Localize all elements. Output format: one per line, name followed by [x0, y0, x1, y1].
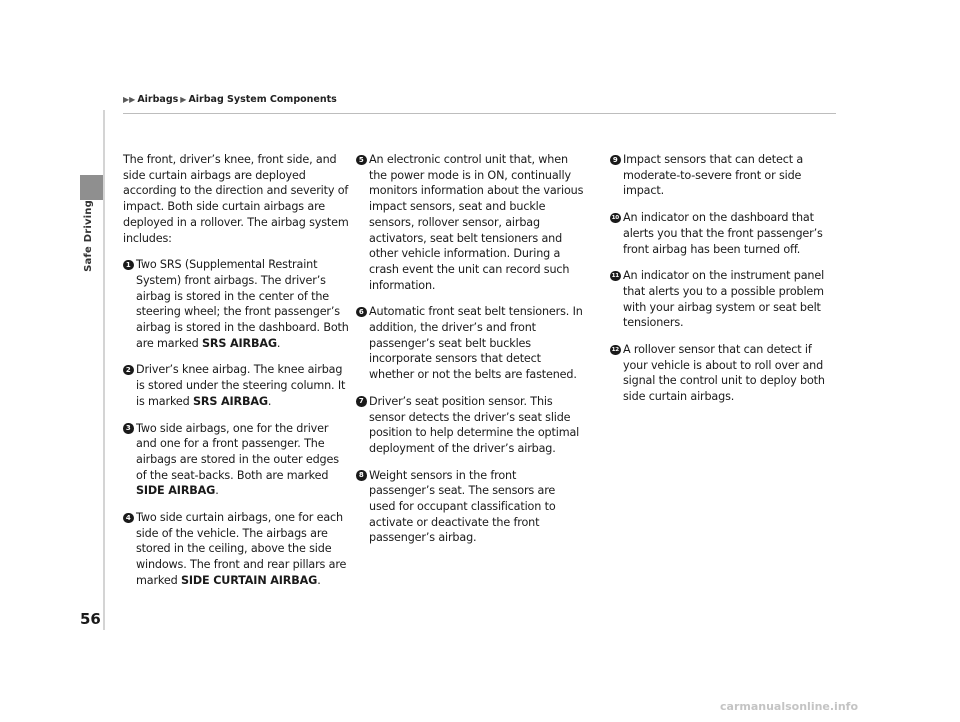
list-item-text: Weight sensors in the front passenger’s seat. The sensors are used for occupant classification to activate or deactivate the front passenger’s airbag.: [369, 468, 556, 545]
number-6-icon: 6: [356, 307, 367, 318]
watermark: carmanualsonline.info: [720, 700, 858, 713]
list-item-text: A rollover sensor that can detect if your vehicle is about to roll over and signal the control unit to deploy both side curtain airbags.: [623, 343, 825, 404]
number-1-icon: 1: [123, 260, 134, 271]
list-item-text: Driver’s seat position sensor. This sensor detects the driver’s seat slide position to help determine the optimal deployment of the driver’s airbag.: [369, 394, 580, 455]
breadcrumb-arrow-icon: ▶: [180, 95, 187, 104]
section-side-rule: [103, 110, 105, 630]
number-8-icon: 8: [356, 470, 367, 481]
header-divider: [123, 113, 836, 114]
list-item-label: SRS AIRBAG: [201, 336, 277, 350]
list-item-3: [123, 421, 351, 500]
text-column-1: [123, 152, 351, 600]
list-item-text: Automatic front seat belt tensioners. In addition, the driver’s and front passenger’s seat belt buckles incorporate sensors that detect whether or not the belts are fastened.: [369, 305, 583, 382]
list-item-7: [356, 394, 584, 457]
list-item-2: [123, 362, 351, 409]
page-number: 56: [80, 610, 101, 628]
number-11-icon: 11: [610, 271, 621, 282]
list-item-label: SIDE CURTAIN AIRBAG: [180, 573, 318, 587]
list-item-10: [610, 210, 838, 257]
number-10-icon: 10: [610, 213, 621, 224]
list-item-11: [610, 268, 838, 331]
breadcrumb-section: Airbags: [137, 94, 179, 105]
number-3-icon: 3: [123, 423, 134, 434]
list-item-text: An indicator on the dashboard that alerts you that the front passenger’s front airbag has been turned off.: [623, 211, 823, 256]
list-item-12: [610, 342, 838, 405]
section-tab-marker: [80, 175, 103, 200]
list-item-text: An electronic control unit that, when the power mode is in ON, continually monitors information about the various impact sensors, seat and buckle sensors, rollover sensor, airbag activators, seat belt tensioners and other vehicle information. During a crash event the unit can record such information.: [369, 153, 584, 292]
breadcrumb-arrow-icon: ▶▶: [123, 95, 136, 104]
breadcrumb-page: Airbag System Components: [188, 94, 337, 105]
list-item-period: .: [317, 573, 321, 587]
list-item-text: Two side airbags, one for the driver and one for a front passenger. The airbags are stored in the outer edges of the seat-backs. Both are marked: [136, 421, 339, 482]
text-column-2: [356, 152, 584, 557]
number-4-icon: 4: [123, 513, 134, 524]
list-item-text: Two side curtain airbags, one for each side of the vehicle. The airbags are stored in the ceiling, above the side windows. The front and rear pillars are marked: [136, 511, 347, 587]
list-item-1: [123, 257, 351, 351]
list-item-6: [356, 304, 584, 383]
breadcrumb: [123, 94, 337, 105]
list-item-text: An indicator on the instrument panel that alerts you to a possible problem with your airbag system or seat belt tensioners.: [623, 269, 825, 330]
list-item-period: .: [276, 336, 281, 350]
list-item-text: Impact sensors that can detect a moderate-to-severe front or side impact.: [623, 153, 804, 198]
number-9-icon: 9: [610, 155, 621, 166]
intro-paragraph: The front, driver’s knee, front side, and side curtain airbags are deployed according to the direction and severity of impact. Both side curtain airbags are deployed in a rollover. The airbag system includes:: [123, 153, 349, 245]
list-item-9: [610, 152, 838, 199]
list-item-text: Two SRS (Supplemental Restraint System) front airbags. The driver’s airbag is stored in the center of the steering wheel; the front passenger’s airbag is stored in the dashboard. Both are marked: [136, 258, 349, 350]
section-side-label: Safe Driving: [83, 200, 94, 272]
list-item-label: SRS AIRBAG: [192, 394, 268, 408]
number-7-icon: 7: [356, 396, 367, 407]
number-12-icon: 12: [610, 345, 621, 356]
list-item-period: .: [267, 394, 272, 408]
number-2-icon: 2: [123, 365, 134, 376]
list-item-label: SIDE AIRBAG: [136, 484, 216, 498]
text-column-3: [610, 152, 838, 416]
list-item-4: [123, 510, 351, 589]
number-5-icon: 5: [356, 155, 367, 166]
list-item-8: [356, 468, 584, 547]
list-item-text: Driver’s knee airbag. The knee airbag is stored under the steering column. It is marked: [136, 363, 346, 408]
list-item-period: .: [215, 484, 219, 498]
list-item-5: [356, 152, 584, 293]
